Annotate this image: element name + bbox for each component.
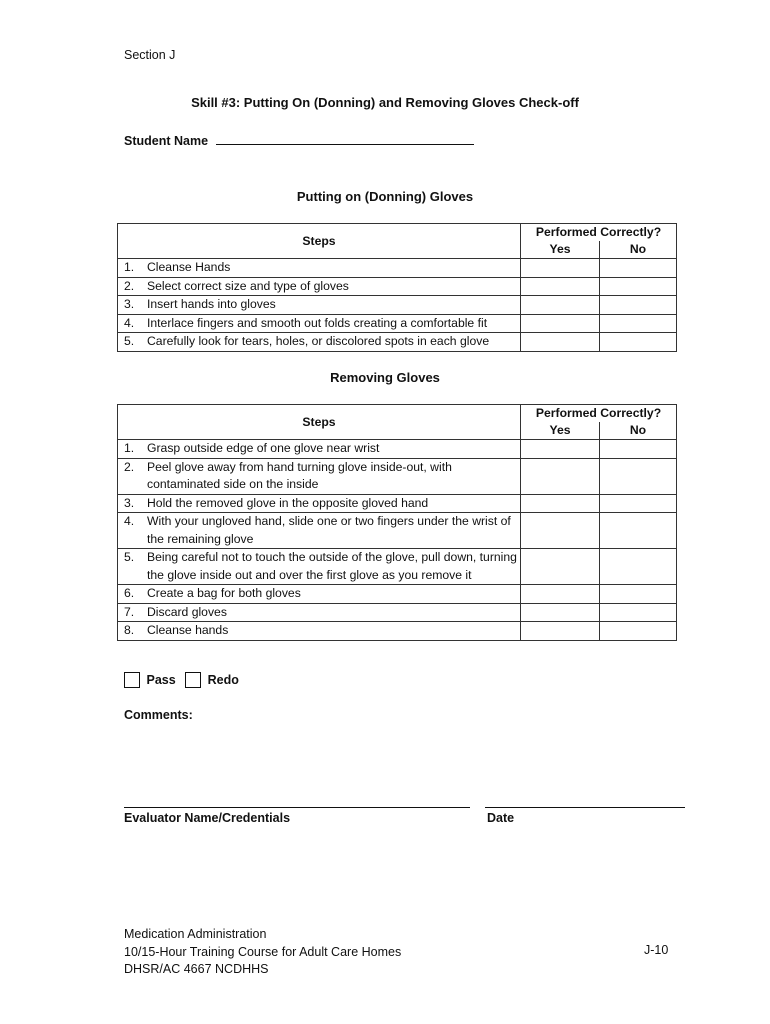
no-cell[interactable] — [600, 585, 677, 604]
performed-header: Performed Correctly? — [521, 405, 677, 423]
evaluator-label: Evaluator Name/Credentials — [124, 811, 291, 825]
no-cell[interactable] — [600, 314, 677, 333]
yes-cell[interactable] — [521, 259, 600, 278]
yes-cell[interactable] — [521, 440, 600, 459]
footer — [124, 926, 401, 979]
step-text: Create a bag for both gloves — [147, 586, 301, 600]
yes-header: Yes — [521, 422, 600, 440]
steps-header: Steps — [118, 224, 521, 259]
table-row — [118, 333, 677, 352]
step-number: 3. — [124, 297, 135, 311]
table-row — [118, 513, 677, 549]
step-text: Cleanse hands — [147, 623, 229, 637]
redo-label: Redo — [207, 673, 239, 687]
yes-cell[interactable] — [521, 549, 600, 585]
no-cell[interactable] — [600, 277, 677, 296]
evaluator-signature-line[interactable] — [124, 807, 470, 808]
step-number: 6. — [124, 586, 135, 600]
yes-cell[interactable] — [521, 513, 600, 549]
table-row — [118, 296, 677, 315]
table-row — [118, 494, 677, 513]
step-number: 7. — [124, 604, 135, 619]
yes-header: Yes — [521, 241, 600, 259]
step-number: 2. — [124, 278, 135, 293]
page-title: Skill #3: Putting On (Donning) and Removing Gloves Check-off — [191, 95, 579, 110]
no-cell[interactable] — [600, 622, 677, 641]
no-cell[interactable] — [600, 259, 677, 278]
step-number: 4. — [124, 514, 135, 528]
table-row — [118, 277, 677, 296]
no-cell[interactable] — [600, 333, 677, 352]
yes-cell[interactable] — [521, 458, 600, 494]
yes-cell[interactable] — [521, 333, 600, 352]
table-row — [118, 314, 677, 333]
student-name-line[interactable] — [216, 133, 474, 145]
table-row — [118, 259, 677, 278]
removing-heading: Removing Gloves — [330, 370, 440, 385]
step-text: Select correct size and type of gloves — [147, 278, 349, 293]
step-text: Discard gloves — [147, 604, 227, 619]
yes-cell[interactable] — [521, 494, 600, 513]
no-cell[interactable] — [600, 549, 677, 585]
date-label: Date — [487, 811, 515, 825]
yes-cell[interactable] — [521, 585, 600, 604]
yes-cell[interactable] — [521, 277, 600, 296]
yes-cell[interactable] — [521, 603, 600, 622]
table-row — [118, 603, 677, 622]
table-row — [118, 622, 677, 641]
result-options — [124, 672, 239, 688]
steps-header: Steps — [118, 405, 521, 440]
step-text: Hold the removed glove in the opposite gloved hand — [147, 495, 429, 510]
step-text: Interlace fingers and smooth out folds creating a comfortable fit — [147, 315, 488, 330]
no-cell[interactable] — [600, 296, 677, 315]
comments-label: Comments: — [124, 708, 193, 722]
step-text: Peel glove away from hand turning glove inside-out, with contaminated side on the inside — [147, 459, 452, 491]
donning-table — [117, 223, 677, 352]
footer-line-2: 10/15-Hour Training Course for Adult Care Homes — [124, 944, 402, 959]
step-text: Cleanse Hands — [147, 260, 231, 274]
footer-line-3: DHSR/AC 4667 NCDHHS — [124, 962, 269, 976]
no-cell[interactable] — [600, 494, 677, 513]
no-header: No — [600, 422, 677, 440]
no-cell[interactable] — [600, 458, 677, 494]
yes-cell[interactable] — [521, 296, 600, 315]
table-row — [118, 585, 677, 604]
no-cell[interactable] — [600, 513, 677, 549]
page-number: J-10 — [644, 943, 669, 957]
pass-checkbox[interactable] — [124, 672, 140, 688]
section-label: Section J — [124, 48, 176, 62]
no-cell[interactable] — [600, 440, 677, 459]
no-cell[interactable] — [600, 603, 677, 622]
step-number: 8. — [124, 623, 135, 637]
step-number: 3. — [124, 495, 135, 510]
footer-line-1: Medication Administration — [124, 927, 267, 941]
step-number: 1. — [124, 260, 135, 274]
date-signature-line[interactable] — [485, 807, 685, 808]
student-name-field — [124, 133, 474, 148]
step-text: Grasp outside edge of one glove near wrist — [147, 441, 380, 455]
table-row — [118, 549, 677, 585]
student-name-label: Student Name — [124, 134, 209, 148]
step-number: 4. — [124, 315, 135, 330]
step-number: 1. — [124, 441, 135, 455]
table-row — [118, 440, 677, 459]
step-text: With your ungloved hand, slide one or two fingers under the wrist of the remaining glove — [147, 514, 511, 546]
redo-checkbox[interactable] — [185, 672, 201, 688]
step-number: 2. — [124, 459, 135, 474]
step-number: 5. — [124, 334, 135, 348]
removing-table — [117, 404, 677, 641]
yes-cell[interactable] — [521, 314, 600, 333]
step-text: Carefully look for tears, holes, or discolored spots in each glove — [147, 334, 490, 348]
donning-heading: Putting on (Donning) Gloves — [296, 189, 474, 204]
step-text: Being careful not to touch the outside of the glove, pull down, turning the glove inside out and over the first glove as you remove it — [147, 550, 517, 582]
performed-header: Performed Correctly? — [521, 224, 677, 242]
yes-cell[interactable] — [521, 622, 600, 641]
no-header: No — [600, 241, 677, 259]
table-row — [118, 458, 677, 494]
pass-label: Pass — [146, 673, 176, 687]
step-number: 5. — [124, 550, 135, 564]
step-text: Insert hands into gloves — [147, 297, 276, 311]
